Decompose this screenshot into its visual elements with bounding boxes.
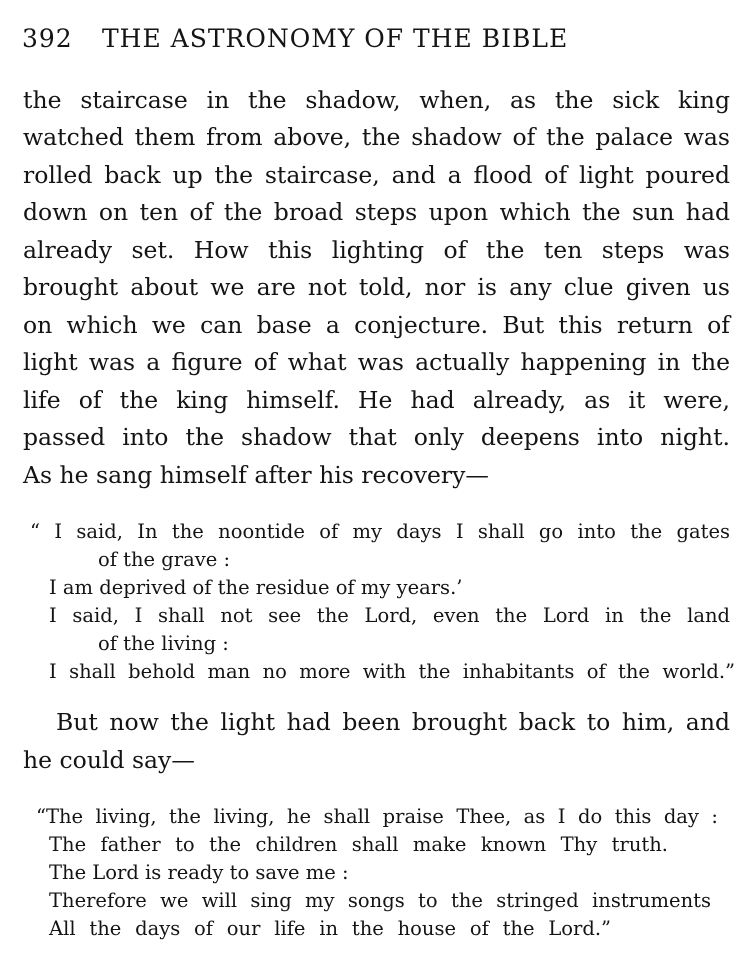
text-line: passed into the shadow that only deepens into night. [23,423,730,451]
quote-line: “ I said, In the noontide of my days I shall go into the gates [30,520,730,543]
page-number: 392 [22,24,73,53]
quote-line: The father to the children shall make known Thy truth. [49,833,668,856]
text-line: life of the king himself. He had already, as it were, [23,386,730,414]
quote-line: of the living : [98,632,229,655]
quote-line: of the grave : [98,548,231,571]
text-line: already set. How this lighting of the ten steps was [23,236,730,264]
running-header [22,24,732,53]
quote-line: “The living, the living, he shall praise Thee, as I do this day : [36,805,718,828]
quote-line: I said, I shall not see the Lord, even the Lord in the land [49,604,730,627]
quote-line: Therefore we will sing my songs to the stringed instruments [49,889,711,912]
text-line: the staircase in the shadow, when, as the sick king [23,86,730,114]
quote-line: All the days of our life in the house of the Lord.” [49,917,611,940]
text-line: rolled back up the staircase, and a flood of light poured [23,161,730,189]
text-line: down on ten of the broad steps upon which the sun had [23,198,730,226]
text-line: As he sang himself after his recovery— [23,461,489,489]
text-line: on which we can base a conjecture. But this return of [23,311,730,339]
text-line: he could say— [23,746,195,774]
quote-line: I shall behold man no more with the inhabitants of the world.” [49,660,735,683]
quote-line: I am deprived of the residue of my years.’ [49,576,463,599]
text-line: watched them from above, the shadow of the palace was [23,123,730,151]
text-line: light was a figure of what was actually happening in the [23,348,730,376]
quote-line: The Lord is ready to save me : [49,861,349,884]
text-line: brought about we are not told, nor is any clue given us [23,273,730,301]
text-line: But now the light had been brought back to him, and [56,708,730,736]
running-title: THE ASTRONOMY OF THE BIBLE [102,24,569,53]
